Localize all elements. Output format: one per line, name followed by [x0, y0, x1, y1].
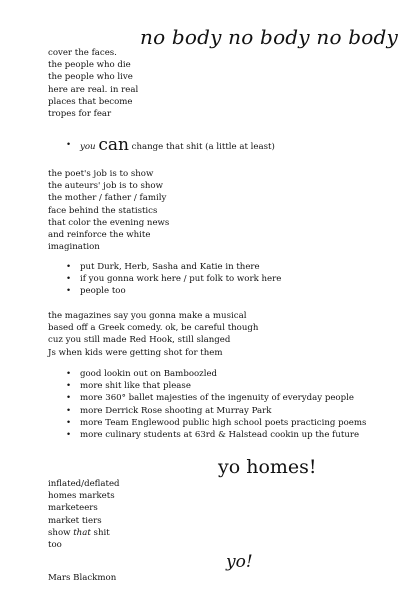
line: face behind the statistics — [48, 205, 158, 216]
list-item: • more shit like that please — [66, 380, 366, 392]
line: and reinforce the white — [48, 230, 151, 241]
list-item: • if you gonna work here / put folk to work here — [66, 273, 281, 285]
line: the poet's job is to show — [48, 169, 154, 179]
can-line-rest: change that shit (a little at least) — [131, 142, 275, 152]
line-emphasis: that — [73, 527, 91, 538]
list-item: • more 360° ballet majesties of the ingenuity of everyday people — [66, 392, 366, 404]
bullet-list-1 — [66, 261, 281, 298]
line: places that become — [48, 96, 133, 107]
stanza-1 — [48, 47, 138, 120]
can-line-text — [80, 136, 275, 156]
signature: Mars Blackmon — [48, 573, 117, 583]
line: the auteurs' job is to show — [48, 181, 163, 192]
word-can: can — [98, 135, 129, 155]
stanza-4 — [48, 478, 120, 551]
bullet-list-2 — [66, 368, 366, 441]
list-item: • good lookin out on Bamboozled — [66, 368, 366, 380]
yo-heading: yo! — [226, 552, 253, 572]
line: marketeers — [48, 503, 98, 514]
list-item: • more Derrick Rose shooting at Murray Park — [66, 405, 366, 417]
line: the mother / father / family — [48, 193, 167, 204]
list-item: • more culinary students at 63rd & Halstead cookin up the future — [66, 429, 366, 441]
list-item: • people too — [66, 285, 281, 297]
list-item: • more Team Englewood public high school poets practicing poems — [66, 417, 366, 429]
line: inflated/deflated — [48, 479, 120, 489]
list-item: • put Durk, Herb, Sasha and Katie in there — [66, 261, 281, 273]
line: the people who live — [48, 72, 133, 83]
line: imagination — [48, 242, 100, 253]
line-prefix: show — [48, 527, 74, 538]
line: tropes for fear — [48, 109, 112, 120]
line — [48, 527, 120, 539]
line: too — [48, 540, 62, 551]
bullet-icon: • — [66, 140, 72, 150]
line: cover the faces. — [48, 48, 117, 58]
stanza-3 — [48, 310, 258, 359]
line: the magazines say you gonna make a musical — [48, 311, 247, 321]
line: cuz you still made Red Hook, still slanged — [48, 335, 231, 346]
yo-homes-heading: yo homes! — [218, 456, 317, 478]
line: based off a Greek comedy. ok, be careful though — [48, 323, 259, 334]
line: the people who die — [48, 60, 131, 71]
line: homes markets — [48, 491, 115, 502]
stanza-2 — [48, 168, 169, 253]
line: market tiers — [48, 515, 102, 526]
line: Js when kids were getting shot for them — [48, 347, 223, 358]
line-suffix: shit — [90, 527, 110, 538]
line: here are real. in real — [48, 84, 139, 95]
poem-title: no body no body no body — [140, 25, 398, 49]
word-you: you — [80, 142, 96, 152]
line: that color the evening news — [48, 217, 170, 228]
